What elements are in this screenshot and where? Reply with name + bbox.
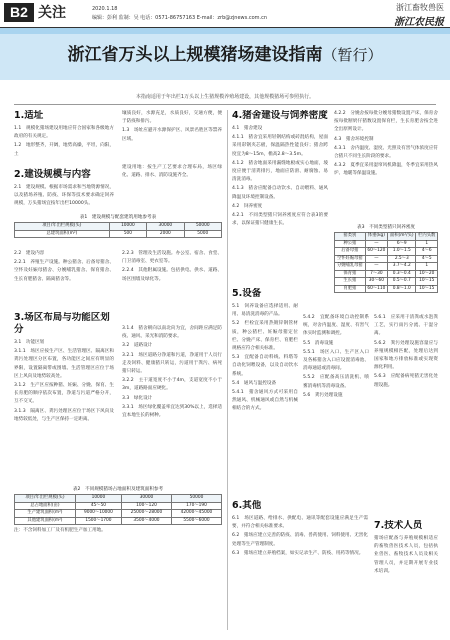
paragraph: 6.3 猪场应建立养殖档案，如实记录生产、防疫、用药等情况。 bbox=[232, 550, 364, 556]
table-cell: 7～30 bbox=[365, 270, 387, 278]
table-note: 注：不含饲料加工厂及有机肥生产加工用地。 bbox=[14, 528, 106, 533]
table-header-cell: 猪类别 bbox=[335, 233, 366, 241]
column-5b bbox=[374, 314, 438, 498]
paragraph: 1.2 地形整齐，开阔，地势高燥，平坦，向阳，土 bbox=[14, 143, 114, 157]
table-cell: 5000 bbox=[184, 230, 221, 238]
table-1 bbox=[14, 222, 222, 238]
paragraph: 3.1.1 场区应按生产区、生活管理区、隔离区和粪污处理区分区布置，各功能区之间应有明显的界限，设置隔离带或围墙。生活管理区应位于场区上风向及地势较高处。 bbox=[14, 349, 114, 379]
section-heading: 1.适址 bbox=[14, 110, 44, 121]
table-header-cell: 30000 bbox=[147, 223, 184, 231]
table-3-block bbox=[334, 222, 438, 312]
table-row bbox=[335, 285, 438, 293]
table-row bbox=[15, 502, 222, 510]
table-header-cell: 10000 bbox=[75, 495, 121, 503]
table-header-cell: 体重(kg) bbox=[365, 233, 387, 241]
paragraph: 5.6.3 应配备病死猪无害化处理设施。 bbox=[374, 374, 438, 388]
paragraph: 5.4 通风与温控设备 bbox=[232, 380, 277, 386]
table-cell: 60～120 bbox=[365, 248, 387, 256]
table-cell: 3.7～4.2 bbox=[388, 263, 416, 271]
paragraph: 5.6 粪污处理设施 bbox=[303, 392, 343, 398]
page-header bbox=[0, 0, 450, 28]
table-cell: 10～15 bbox=[416, 285, 438, 293]
table-cell: 25000～28000 bbox=[121, 510, 171, 518]
table-cell: 0.8～1.0 bbox=[388, 285, 416, 293]
table-cell: 10～15 bbox=[416, 278, 438, 286]
column-7 bbox=[374, 520, 438, 630]
paragraph: 4.2 饲养密度 bbox=[232, 203, 263, 209]
paragraph: 壤质良好，水源充足，水质良好，交通方便，便于防疫和排污。 bbox=[122, 111, 222, 125]
paragraph: 5.5.2 应配备高压清洗机、喷雾消毒机等消毒设备。 bbox=[303, 375, 369, 389]
paragraph: 2.2 建设内容 bbox=[14, 251, 45, 256]
table-cell: 4～5 bbox=[416, 255, 438, 263]
table-cell: 100～120 bbox=[121, 502, 171, 510]
table-row bbox=[15, 517, 222, 525]
page-number: B2 bbox=[4, 3, 34, 22]
table-cell: 42000～45000 bbox=[171, 510, 221, 518]
paragraph: 3.2.1 场区道路分净道和污道，净道用于人员行走及饲料、健康猪只转运，污道用于粪污、病死猪只转运。 bbox=[122, 352, 222, 375]
table-header-cell: 项目/年出栏规模(头) bbox=[15, 223, 110, 231]
table-cell: 3500～4000 bbox=[121, 517, 171, 525]
table-cell: — bbox=[365, 255, 387, 263]
table-2 bbox=[14, 494, 222, 525]
table-header-cell: 面积(m²/头) bbox=[388, 233, 416, 241]
table-cell: 45～50 bbox=[75, 502, 121, 510]
section-label: 关注 bbox=[38, 5, 66, 21]
table-cell: 1500～1700 bbox=[75, 517, 121, 525]
newspaper-name: 浙江农民报 bbox=[394, 17, 444, 28]
table-cell: 生产建筑面积(m²) bbox=[15, 510, 76, 518]
table-caption: 表3 不同类型猪只饲养密度 bbox=[356, 225, 416, 230]
column-2c bbox=[122, 325, 222, 482]
paragraph: 5.2 栏栓宜采用热镀锌钢管材质，种公猪栏、妊娠母猪定位栏、分娩产床、保育栏、育肥栏规格应符合相关标准。 bbox=[232, 321, 298, 352]
title-main: 浙江省万头以上规模猪场建设指南 bbox=[67, 45, 323, 65]
section-heading: 2.建设规模与内容 bbox=[14, 168, 91, 180]
table-cell: 0.3～0.4 bbox=[388, 270, 416, 278]
column-1b bbox=[14, 250, 114, 310]
issue-date: 2020.1.18 bbox=[92, 6, 118, 12]
section-heading: 4.猪舍建设与饲养密度 bbox=[232, 110, 328, 121]
paragraph: 4.3.1 舍内温度、湿度、光照及有害气体浓度应符合猪只不同生长阶段的要求。 bbox=[334, 145, 438, 160]
paragraph: 2.2.4 其他附属设施。包括供电、供水、道路、场区围墙及绿化等。 bbox=[122, 268, 222, 282]
column-4 bbox=[334, 110, 438, 220]
table-cell: 10～20 bbox=[416, 270, 438, 278]
paragraph: 5.5.1 场区入口、生产区入口及各栋猪舍入口应设置消毒池、消毒通道或消毒间。 bbox=[303, 349, 369, 372]
table-row bbox=[335, 263, 438, 271]
table-cell: 6～9 bbox=[388, 240, 416, 248]
paragraph: 4.1.3 猪舍应配备自动饮水、自动喂料、通风降温及环境控制设备。 bbox=[232, 186, 328, 200]
paragraph: 4.1 猪舍建设 bbox=[232, 126, 263, 131]
paragraph: 3.1.2 生产区应按种猪、妊娠、分娩、保育、生长育肥的顺序依次布置，净道与污道严格分开，互不交叉。 bbox=[14, 383, 114, 405]
paragraph: 4.2.2 分娩舍按每批分娩母猪数设置产床，保育舍按每批断奶仔猪数设置保育栏，生长育肥舍按全进全出原则设计。 bbox=[334, 111, 438, 133]
table-cell: 4～6 bbox=[416, 248, 438, 256]
table-cell: 保育猪 bbox=[335, 270, 366, 278]
paragraph: 4.2.1 不同类型猪只饲养密度应符合表3的要求，以保证猪只健康生长。 bbox=[232, 213, 328, 227]
table-cell: 1.0～1.5 bbox=[388, 248, 416, 256]
table-cell: 1 bbox=[416, 240, 438, 248]
paragraph: 4.3 猪舍环境控制 bbox=[334, 136, 374, 142]
table-cell: 5500～6000 bbox=[171, 517, 221, 525]
table-cell: 500 bbox=[109, 230, 146, 238]
paragraph: 3.3.1 场区绿化覆盖率宜达到30%以上，选择适宜本地生长的树种。 bbox=[122, 404, 222, 419]
table-header-cell: 50000 bbox=[171, 495, 221, 503]
table-row bbox=[15, 510, 222, 518]
paragraph: 3.2.2 主干道宽度不小于4m，支道宽度不小于3m，道路路面应硬化。 bbox=[122, 378, 222, 392]
paragraph: 5.6.1 应采用干清粪或水泡粪工艺，实行雨污分流、干湿分离。 bbox=[374, 315, 438, 337]
title-suffix: （暂行） bbox=[322, 46, 383, 64]
table-header-cell: 项目/年出栏规模(头) bbox=[15, 495, 76, 503]
paragraph: 5.4.1 猪舍通风方式可采用自然通风、机械通风或自然与机械相结合的方式。 bbox=[232, 390, 298, 412]
table-header-cell: 10000 bbox=[109, 223, 146, 231]
paragraph: 5.5 消毒设施 bbox=[303, 340, 334, 346]
table-row bbox=[335, 270, 438, 278]
table-cell: 0.5～0.7 bbox=[388, 278, 416, 286]
table-3 bbox=[334, 232, 438, 293]
table-cell: 空怀妊娠母猪 bbox=[335, 255, 366, 263]
paragraph: 3.1.4 猪舍朝向以南北向为宜，舍间距应满足防疫、通风、采光和消防要求。 bbox=[122, 326, 222, 340]
paragraph: 5.3 宜配备自动料线、料塔等自动化饲喂设备，以及自动饮水系统。 bbox=[232, 355, 298, 377]
paragraph: 2.2.1 养殖生产设施。种公猪舍、后备母猪舍、空怀及妊娠母猪舍、分娩哺乳猪舍、保育猪舍、生长育肥猪舍、隔离猪舍等。 bbox=[14, 260, 114, 282]
paragraph: 3.3 绿化设计 bbox=[122, 395, 153, 401]
paragraph: 4.1.1 猪舍宜采用轻钢结构或砖混结构，屋面采用彩钢夹芯板，保温隔热性能良好；猪舍跨度宜为8～15m，檐高2.8～3.5m。 bbox=[232, 135, 328, 157]
table-row bbox=[335, 240, 438, 248]
column-2b bbox=[122, 250, 222, 310]
table-row bbox=[335, 255, 438, 263]
table-header-cell: 50000 bbox=[184, 223, 221, 231]
table-cell: 育肥猪 bbox=[335, 285, 366, 293]
table-cell: 30～60 bbox=[365, 278, 387, 286]
table-cell: 2.5～3 bbox=[388, 255, 416, 263]
editor-info: 编辑：彭利 监制：吴 电话：0571-86757163 E-mail：zrb@zjnews.com.cn bbox=[92, 15, 268, 21]
table-cell: 后备母猪 bbox=[335, 248, 366, 256]
table-cell: 其他建筑面积(m²) bbox=[15, 517, 76, 525]
table-cell: — bbox=[365, 263, 387, 271]
column-name: 浙江畜牧兽医 bbox=[396, 3, 444, 12]
table-cell: 种公猪 bbox=[335, 240, 366, 248]
table-row bbox=[335, 278, 438, 286]
section-heading: 5.设备 bbox=[232, 288, 262, 299]
paragraph: 3.2 道路设计 bbox=[122, 343, 153, 349]
column-3b bbox=[232, 288, 298, 498]
paragraph: 3.1 功能区划 bbox=[14, 340, 45, 345]
paragraph: 2.1 建设规模。根据市场需求和当地资源情况，以及猪场养殖、防疫、环保等技术要求确定饲养规模，万头猪场宜按年出栏10000头。 bbox=[14, 184, 114, 207]
column-1c bbox=[14, 312, 114, 482]
paragraph: 6.2 猪场应建立完善的防疫、消毒、兽药使用、饲料使用、无害化处理等生产管理制度。 bbox=[232, 533, 368, 547]
table-cell: 9000～10000 bbox=[75, 510, 121, 518]
table-caption: 表2 不同规模猪场占地面积及建筑面积参考 bbox=[72, 487, 164, 492]
table-caption: 表1 建设规模与配套建筑用地参考表 bbox=[79, 215, 157, 220]
paragraph: 5.1 饲养设备应选择适用、耐用、易清洗消毒的产品。 bbox=[232, 304, 298, 318]
section-heading: 6.其他 bbox=[232, 500, 262, 511]
column-divider bbox=[227, 110, 228, 630]
intro-text: 本指南适用于年出栏1万头以上生猪规模养殖场建设，其他规模猪场可参照执行。 bbox=[135, 94, 315, 100]
table-cell: 170～190 bbox=[171, 502, 221, 510]
table-row bbox=[15, 230, 222, 238]
table-cell: 分娩哺乳母猪 bbox=[335, 263, 366, 271]
table-cell: — bbox=[365, 240, 387, 248]
paragraph: 2.2.3 管理及生活设施。办公室、宿舍、食堂、门卫消毒室、更衣室等。 bbox=[122, 251, 222, 265]
paragraph: 建设用地：按生产工艺要求合理布局，场区绿化、道路、排水、消防设施齐全。 bbox=[122, 164, 222, 179]
section-heading: 7.技术人员 bbox=[374, 520, 423, 531]
divider bbox=[14, 104, 436, 105]
table-cell: 2000 bbox=[147, 230, 184, 238]
table-header-cell: 栏内头数 bbox=[416, 233, 438, 241]
table-cell: 总占地面积(亩) bbox=[15, 502, 76, 510]
table-1-block bbox=[14, 212, 222, 252]
section-heading: 3.场区布局与功能区划分 bbox=[14, 312, 110, 335]
table-cell: 总建筑面积(m²) bbox=[15, 230, 110, 238]
paragraph: 1.1 规模化猪场建设用地应符合国家和各级地方政府的有关规定。 bbox=[14, 126, 114, 140]
table-header-cell: 30000 bbox=[121, 495, 171, 503]
column-3 bbox=[232, 110, 328, 285]
paragraph: 猪场应配备与养殖规模相适应的畜牧兽医技术人员，包括执业兽医、畜牧技术人员及相关管理人员，并定期开展专业技术培训。 bbox=[374, 536, 438, 574]
table-cell: 60～110 bbox=[365, 285, 387, 293]
table-cell: 1 bbox=[416, 263, 438, 271]
table-2-block bbox=[14, 484, 222, 544]
paragraph: 4.1.2 猪舍地面采用漏缝地板或实心地面，坡度应便于清粪排污，地面应防滑、耐腐蚀、易清洗消毒。 bbox=[232, 160, 328, 183]
paragraph: 6.1 场区道路、给排水、供配电、通讯等配套设施应满足生产需要，并符合相关标准要求。 bbox=[232, 516, 368, 530]
paragraph: 5.6.2 粪污处理设施容量应与养殖规模相匹配，处理后达到国家和地方排放标准或实现资源化利用。 bbox=[374, 340, 438, 371]
column-6 bbox=[232, 500, 368, 630]
table-cell: 生长猪 bbox=[335, 278, 366, 286]
column-4b bbox=[303, 314, 369, 498]
paragraph: 4.3.2 夏季宜采用湿帘风机降温，冬季宜采用热风炉、地暖等保温设施。 bbox=[334, 163, 438, 177]
paragraph: 5.4.2 宜配备环境自动控制系统，对舍内温度、湿度、有害气体实时监测和调控。 bbox=[303, 315, 369, 337]
table-row bbox=[335, 248, 438, 256]
paragraph: 3.1.3 隔离区、粪污处理区应位于场区下风向及地势较低处，与生产区保持一定距离。 bbox=[14, 408, 114, 422]
page-title bbox=[0, 40, 450, 65]
paragraph: 1.3 场址应避开水源保护区、风景名胜区等禁养区域。 bbox=[122, 128, 222, 142]
